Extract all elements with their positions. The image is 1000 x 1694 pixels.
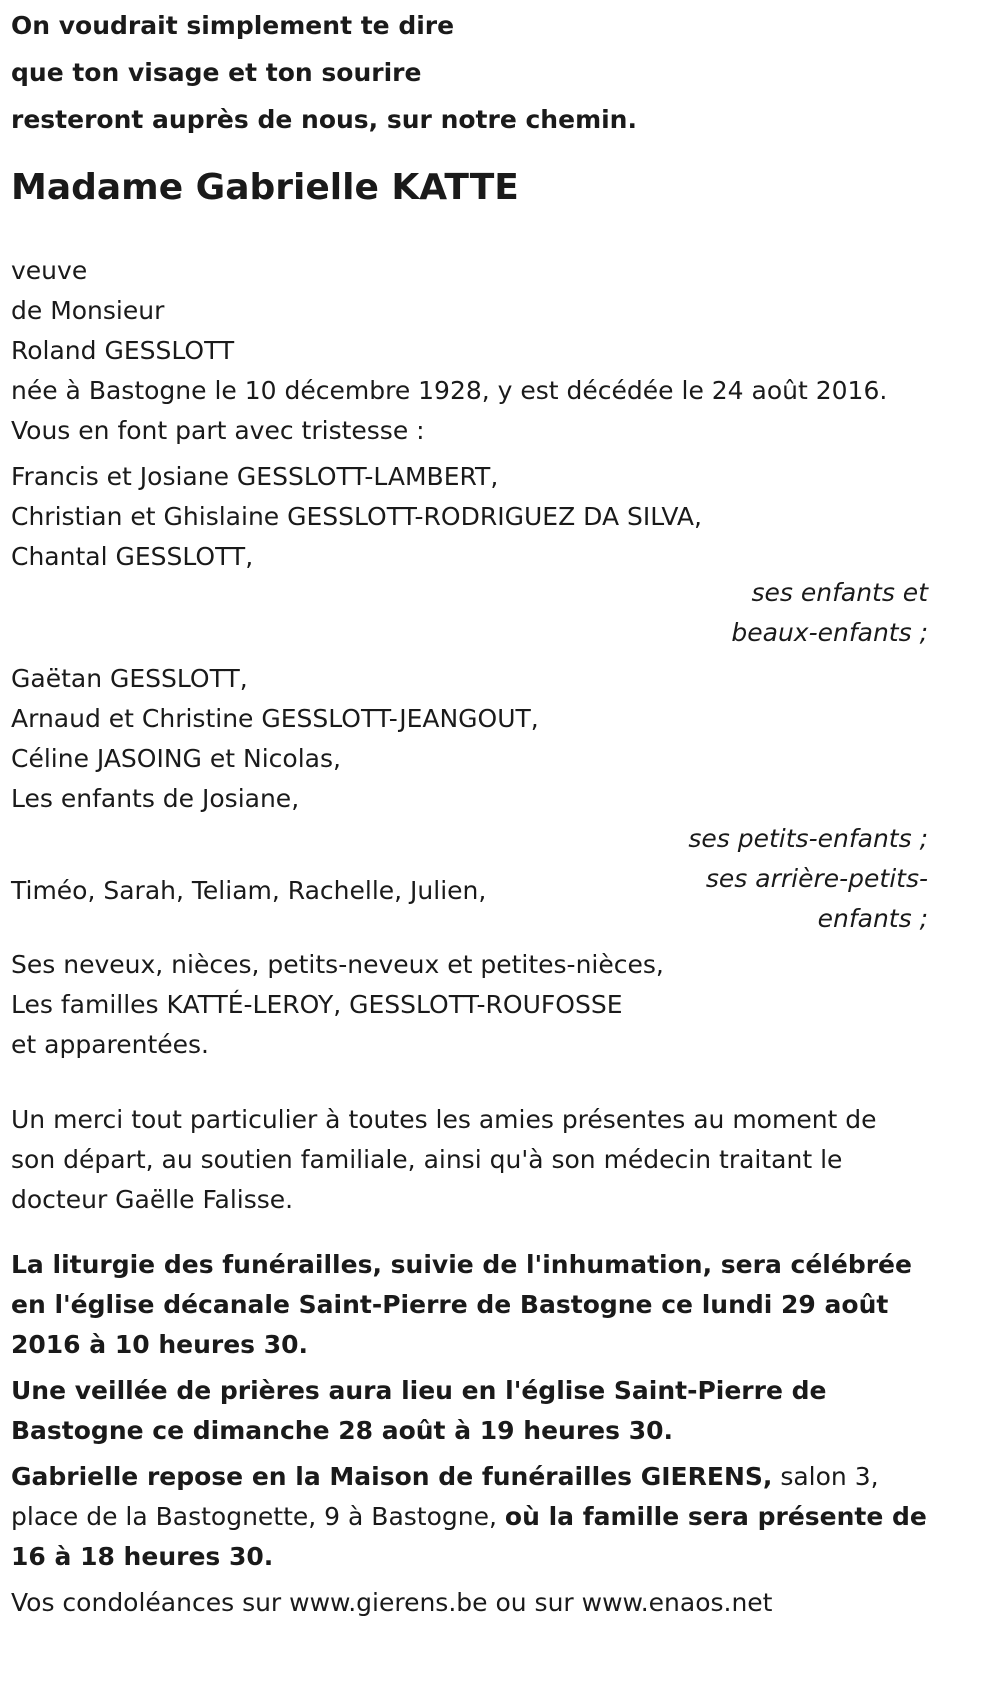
grandchildren-relation: ses petits-enfants ; xyxy=(688,824,928,853)
grandchildren-group xyxy=(11,659,928,859)
spouse-line: de Monsieur xyxy=(11,296,165,325)
extended-line: et apparentées. xyxy=(11,1030,209,1059)
vigil-info: Une veillée de prières aura lieu en l'église Saint-Pierre de Bastogne ce dimanche 28 août à 19 heures 30. xyxy=(11,1376,827,1445)
poem xyxy=(11,0,928,143)
children-relation xyxy=(678,573,928,653)
grandchild-name: Les enfants de Josiane, xyxy=(11,784,300,813)
spouse-info xyxy=(11,251,928,371)
child-name: Francis et Josiane GESSLOTT-LAMBERT, xyxy=(11,462,499,491)
poem-line: que ton visage et ton sourire xyxy=(11,58,422,87)
repose-visiting: où la famille sera présente de 16 à 18 heures 30. xyxy=(11,1502,927,1571)
grandchild-name: Céline JASOING et Nicolas, xyxy=(11,744,341,773)
grandchild-name: Arnaud et Christine GESSLOTT-JEANGOUT, xyxy=(11,704,539,733)
spouse-line: Roland GESSLOTT xyxy=(11,336,235,365)
great-grandchildren-group xyxy=(11,859,928,939)
repose-location: Gabrielle repose en la Maison de funérailles GIERENS, xyxy=(11,1462,773,1491)
extended-family xyxy=(11,945,928,1065)
child-name: Christian et Ghislaine GESSLOTT-RODRIGUEZ DA SILVA, xyxy=(11,502,702,531)
relation-line: ses arrière-petits- xyxy=(705,864,928,893)
repose-address: salon 3, place de la Bastognette, 9 à Bastogne, xyxy=(11,1462,879,1531)
grandchild-name: Gaëtan GESSLOTT, xyxy=(11,664,248,693)
great-grandchildren-relation xyxy=(678,859,928,939)
extended-line: Ses neveux, nièces, petits-neveux et petites-nièces, xyxy=(11,950,664,979)
birth-death: née à Bastogne le 10 décembre 1928, y est décédée le 24 août 2016. xyxy=(11,376,888,405)
deceased-name: Madame Gabrielle KATTE xyxy=(11,167,519,208)
announcement: Vous en font part avec tristesse : xyxy=(11,416,425,445)
grandchildren-names xyxy=(11,659,928,819)
funeral-info: La liturgie des funérailles, suivie de l'inhumation, sera célébrée en l'église décanale Saint-Pierre de Bastogne ce lundi 29 août 2016 à 10 heures 30. xyxy=(11,1250,912,1359)
repose-info xyxy=(11,1457,928,1577)
spouse-line: veuve xyxy=(11,256,88,285)
poem-line: resteront auprès de nous, sur notre chemin. xyxy=(11,105,637,134)
child-name: Chantal GESSLOTT, xyxy=(11,542,254,571)
relation-line: enfants ; xyxy=(817,904,928,933)
poem-line: On voudrait simplement te dire xyxy=(11,11,455,40)
thanks-paragraph: Un merci tout particulier à toutes les amies présentes au moment de son départ, au soutien familiale, ainsi qu'à son médecin traitant le docteur Gaëlle Falisse. xyxy=(11,1105,877,1214)
relation-line: beaux-enfants ; xyxy=(731,618,928,647)
children-names xyxy=(11,457,928,577)
children-group xyxy=(11,457,928,653)
great-grandchildren-names: Timéo, Sarah, Teliam, Rachelle, Julien, xyxy=(11,876,487,905)
relation-line: ses enfants et xyxy=(751,578,928,607)
extended-line: Les familles KATTÉ-LEROY, GESSLOTT-ROUFOSSE xyxy=(11,990,623,1019)
condolences-info: Vos condoléances sur www.gierens.be ou sur www.enaos.net xyxy=(11,1588,773,1617)
